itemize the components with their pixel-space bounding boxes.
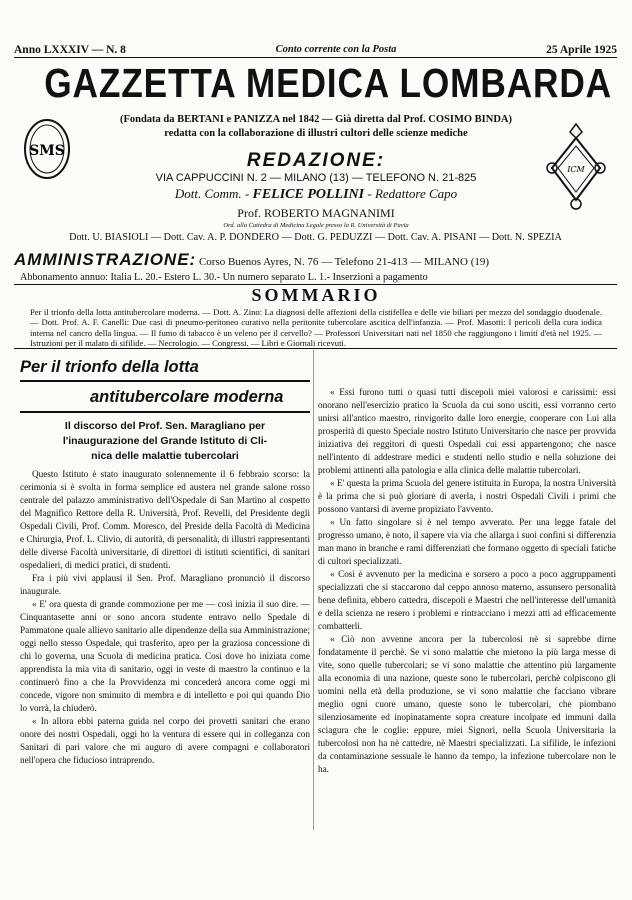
issue-number: Anno LXXXIV — N. 8 [14,44,126,56]
amministrazione-label: AMMINISTRAZIONE: [14,250,197,269]
paragraph: « Essi furono tutti o quasi tutti discepoli miei valorosi e carissimi: essi onorano nell'esercizio pratico la Scuola da cui sono usciti, essi vorranno certo unirsi all'antico maestro, rinvigorito dalle loro energie, cooperare con Lui alla prosperità di questo Speciale nostro Istituto Universitario che nasce per provvida iniziativa dei reggitori di questi Ospedali cui essi appartengono; che nasce nell'intento di addestrare medici e studenti nello studio e nella soluzione dei problemi attinenti alla patologia e alla clinica delle malattie tubercolari. [318,387,616,475]
article-subtitle-3: nica delle malattie tubercolari [91,450,239,462]
section-rule [14,348,617,349]
professor-affiliation: Ord. alla Cattedra di Medicina Legale presso la R. Università di Pavia [223,222,409,229]
redazione-label: REDAZIONE: [246,150,386,171]
column-divider [313,350,314,830]
amministrazione-line [14,250,489,270]
paragraph: Questo Istituto è stato inaugurato solennemente il 6 febbraio scorso: la cerimonia si è svolta in forma semplice ed austera nel grande salone rosso centrale del palazzo amministrativo dell'Ospedale di San Martino al cospetto del Magnifico Rettore della R. Università, Prof. Revelli, del Presidente degli Ospedali Civili, Prof. Comm. Moresco, del Preside della Facoltà di Medicina e Chirurgia, Prof. L. Clivio, di autorità, di personalità, di illustri rappresentanti delle diverse Facoltà universitarie, di direttori di istituti scientifici, di sanitari ospedalieri, di medici pratici, di studenti. [20,469,310,570]
paragraph: « E' ora questa di grande commozione per me — così inizia il suo dire. — Cinquantasette anni or sono ancora studente entravo nello Spedale di Pammatone quale allievo sanitario alle dipendenze della sua Amministrazione; oggi nello stesso Ospedale, qui trasferito, apro per la graziosa concessione di chi lo governa, una Scuola di medicina pratica. Così dove ho iniziata come apprendista la mia vita di sanitario, oggi in veste di maestro la continuo e la continuerò fino a che la Provvidenza mi concederà ancora come oggi mi concede, vigore non sminuito di membra e di intelletto e poi qui quando Dio lo vorrà, la chiuderò. [20,599,310,713]
amministrazione-address: Corso Buenos Ayres, N. 76 — Telefono 21-413 — MILANO (19) [198,256,490,268]
top-line [14,44,617,56]
paragraph: Fra i più vivi applausi il Sen. Prof. Maragliano pronunciò il discorso inaugurale. [20,573,310,596]
paragraph: « In allora ebbi paterna guida nel corpo dei provetti sanitari che erano onore dei nostri Ospedali, oggi ho la ventura di essere qui in colleganza con Sanitari di pari valore che mi auguro di avere compagni e collaboratori nell'opera che fiducioso intraprendo. [20,716,310,765]
subscription-line: Abbonamento annuo: Italia L. 20.- Estero L. 30.- Un numero separato L. 1.- Inserzioni a pagamento [20,272,428,283]
founded-line: (Fondata da BERTANI e PANIZZA nel 1842 — Già diretta dal Prof. COSIMO BINDA) [119,114,513,125]
article-left-column [20,468,310,767]
seal-left-text: SMS [29,143,65,159]
newspaper-title: GAZZETTA MEDICA LOMBARDA [44,60,613,106]
collaboration-line: redatta con la collaborazione di illustri cultori delle scienze mediche [164,128,468,139]
crest-right-text: ICM [567,165,585,174]
article-right-column [318,386,616,776]
postal-note: Conto corrente con la Posta [275,44,397,55]
article-heading-2: antitubercolare moderna [90,388,284,406]
paragraph: « Un fatto singolare si è nel tempo avverato. Per una legge fatale del progresso umano, è noto, il sapere via via che allarga i suoi confini si differenzia man mano in branche e rami differenziati che formano oggetto di speciali fatiche di cultori specializzati. [318,517,616,566]
issue-date: 25 Aprile 1925 [546,44,617,56]
article-subtitle-2: l'inaugurazione del Grande Istituto di Cli- [62,435,268,447]
article-heading-1: Per il trionfo della lotta [20,358,199,376]
sommario-title: SOMMARIO [251,285,381,305]
director-name: FELICE POLLINI [252,187,365,202]
paragraph: « Ciò non avvenne ancora per la tubercolosi nè si saprebbe dirne fondatamente il perchè. Se vi sono malattie che mietono la più larga messe di vite, sono quelle tubercolari; se vi sono malattie che attentino più largamente alla economia di una nazione, queste sono le tubercolari, perchè colpiscono gli uomini nella età della produzione, se vi sono malattie che facciano vibrare meglio ogni cuore umano, queste sono le tubercolari, che piombano silenziosamente ed inopinatamente sopra creature incolpate ed immuni dalla sciagura che le coglie: eppure, miei Signori, nella Scuola Universitaria la tubercolosi non ha nè cattedre, nè Maestri specializzati. La sifilide, le infezioni da contaminazione sessuale le hanno da tempo, la infezione tubercolare non le ha. [318,634,616,774]
paragraph: « E' questa la prima Scuola del genere istituita in Europa, la nostra Università è la prima che si può gloriare di averla, i nostri Ospedali Civili i primi che possono vantarsi di averne propiziato l'avvento. [318,478,616,514]
redazione-address: VIA CAPPUCCINI N. 2 — MILANO (13) — TELEFONO N. 21-825 [155,172,477,184]
doctors-list: Dott. U. BIASIOLI — Dott. Cav. A. P. DONDERO — Dott. G. PEDUZZI — Dott. Cav. A. PISANI — Dott. N. SPEZIA [69,232,562,243]
heading-rule-2 [20,411,310,413]
director-prefix: Dott. Comm. - [174,186,250,201]
heading-rule-1 [20,380,310,382]
sommario-body: Per il trionfo della lotta antitubercolare moderna. — Dott. A. Zino: La diagnosi delle affezioni della cistifellea e delle vie biliari per mezzo del sondaggio duodenale. — Dott. Prof. A. F. Canelli: Due casi di pneumo-peritoneo curativo nella peritonite tubercolare ascitica dell'infanzia. — Prof. Masotti: I pericoli della cura iodica interna nel cancro della lingua. — Il fumo di tabacco è un veleno per il cervello? — Professori Universitari nati nel 1850 che raggiungono i limiti d'età nel 1925. — Istruzioni per il malato di sifilide. — Necrologio. — Congressi. — Libri e Giornali ricevuti. [30,307,602,349]
top-rule [14,57,617,58]
professor-line: Prof. ROBERTO MAGNANIMI [237,206,395,220]
director-line [0,186,632,203]
article-subtitle-1: Il discorso del Prof. Sen. Maragliano per [64,420,266,432]
director-suffix: - Redattore Capo [367,186,458,201]
paragraph: « Così è avvenuto per la medicina e sorsero a poco a poco aggruppamenti specializzati che si staccarono dal ceppo annoso materno, assunsero personalità bene definita, ebbero cattedra, discepoli e Maestri che nell'interesse dell'umanità e della scienza ne resero i problemi e rintracciano i mezzi atti ad efficacemente combatterli. [318,569,616,631]
